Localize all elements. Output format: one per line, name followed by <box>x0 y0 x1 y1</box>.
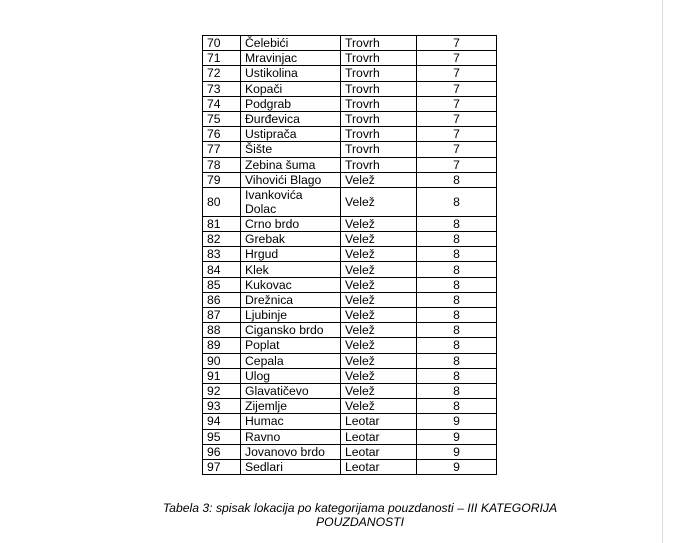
region-cell: Velež <box>341 172 417 187</box>
table-row <box>203 96 497 111</box>
region-cell: Leotar <box>341 459 417 474</box>
category-cell: 8 <box>417 247 497 262</box>
category-cell: 7 <box>417 142 497 157</box>
location-name-cell: Glavatičevo <box>241 383 341 398</box>
row-number-cell: 74 <box>203 96 241 111</box>
location-name-cell: Zijemlje <box>241 399 341 414</box>
category-cell: 8 <box>417 232 497 247</box>
location-name-cell: Sedlari <box>241 459 341 474</box>
row-number-cell: 96 <box>203 444 241 459</box>
row-number-cell: 70 <box>203 36 241 51</box>
row-number-cell: 79 <box>203 172 241 187</box>
location-name-cell: Ustiprača <box>241 127 341 142</box>
region-cell: Leotar <box>341 444 417 459</box>
location-name-cell: Grebak <box>241 232 341 247</box>
region-cell: Velež <box>341 247 417 262</box>
location-name-cell: Poplat <box>241 338 341 353</box>
category-cell: 7 <box>417 81 497 96</box>
region-cell: Velež <box>341 338 417 353</box>
region-cell: Leotar <box>341 429 417 444</box>
category-cell: 8 <box>417 368 497 383</box>
category-cell: 8 <box>417 308 497 323</box>
location-name-cell: Kopači <box>241 81 341 96</box>
category-cell: 7 <box>417 127 497 142</box>
category-cell: 9 <box>417 429 497 444</box>
category-cell: 8 <box>417 353 497 368</box>
category-cell: 8 <box>417 187 497 216</box>
category-cell: 9 <box>417 444 497 459</box>
location-name-cell: Ivankovića Dolac <box>241 187 341 216</box>
location-name-cell: Mravinjac <box>241 51 341 66</box>
region-cell: Velež <box>341 399 417 414</box>
region-cell: Velež <box>341 216 417 231</box>
category-cell: 7 <box>417 51 497 66</box>
table-row <box>203 262 497 277</box>
region-cell: Trovrh <box>341 96 417 111</box>
table-row <box>203 459 497 474</box>
region-cell: Velež <box>341 262 417 277</box>
table-row <box>203 216 497 231</box>
table-row <box>203 383 497 398</box>
region-cell: Trovrh <box>341 111 417 126</box>
row-number-cell: 97 <box>203 459 241 474</box>
location-name-cell: Drežnica <box>241 292 341 307</box>
location-name-cell: Zebina šuma <box>241 157 341 172</box>
location-name-cell: Đurđevica <box>241 111 341 126</box>
region-cell: Velež <box>341 277 417 292</box>
region-cell: Trovrh <box>341 81 417 96</box>
row-number-cell: 82 <box>203 232 241 247</box>
location-name-cell: Ravno <box>241 429 341 444</box>
row-number-cell: 72 <box>203 66 241 81</box>
region-cell: Velež <box>341 368 417 383</box>
row-number-cell: 89 <box>203 338 241 353</box>
category-cell: 8 <box>417 338 497 353</box>
region-cell: Velež <box>341 187 417 216</box>
region-cell: Velež <box>341 353 417 368</box>
table-row <box>203 429 497 444</box>
table-row <box>203 172 497 187</box>
category-cell: 8 <box>417 172 497 187</box>
row-number-cell: 88 <box>203 323 241 338</box>
row-number-cell: 71 <box>203 51 241 66</box>
category-cell: 8 <box>417 262 497 277</box>
location-name-cell: Ulog <box>241 368 341 383</box>
table-row <box>203 353 497 368</box>
location-name-cell: Hrgud <box>241 247 341 262</box>
location-name-cell: Crno brdo <box>241 216 341 231</box>
region-cell: Velež <box>341 308 417 323</box>
row-number-cell: 86 <box>203 292 241 307</box>
category-cell: 7 <box>417 66 497 81</box>
region-cell: Trovrh <box>341 36 417 51</box>
location-name-cell: Kukovac <box>241 277 341 292</box>
table-row <box>203 127 497 142</box>
region-cell: Velež <box>341 323 417 338</box>
table-row <box>203 247 497 262</box>
table-row <box>203 157 497 172</box>
category-cell: 8 <box>417 216 497 231</box>
table-row <box>203 308 497 323</box>
row-number-cell: 85 <box>203 277 241 292</box>
table-row <box>203 36 497 51</box>
table-row <box>203 142 497 157</box>
row-number-cell: 92 <box>203 383 241 398</box>
location-name-cell: Cepala <box>241 353 341 368</box>
row-number-cell: 94 <box>203 414 241 429</box>
region-cell: Trovrh <box>341 157 417 172</box>
region-cell: Trovrh <box>341 127 417 142</box>
category-cell: 9 <box>417 414 497 429</box>
location-name-cell: Podgrab <box>241 96 341 111</box>
row-number-cell: 93 <box>203 399 241 414</box>
table-row <box>203 232 497 247</box>
row-number-cell: 78 <box>203 157 241 172</box>
location-name-cell: Cigansko brdo <box>241 323 341 338</box>
table-row <box>203 399 497 414</box>
location-name-cell: Čelebići <box>241 36 341 51</box>
location-name-cell: Vihovići Blago <box>241 172 341 187</box>
row-number-cell: 75 <box>203 111 241 126</box>
location-name-cell: Ustikolina <box>241 66 341 81</box>
row-number-cell: 83 <box>203 247 241 262</box>
table-row <box>203 66 497 81</box>
caption-line-2: POUZDANOSTI <box>315 515 405 529</box>
table-caption <box>140 501 580 529</box>
region-cell: Velež <box>341 383 417 398</box>
locations-table <box>202 35 497 475</box>
region-cell: Leotar <box>341 414 417 429</box>
location-name-cell: Ljubinje <box>241 308 341 323</box>
region-cell: Trovrh <box>341 66 417 81</box>
region-cell: Velež <box>341 292 417 307</box>
row-number-cell: 90 <box>203 353 241 368</box>
table-row <box>203 111 497 126</box>
row-number-cell: 80 <box>203 187 241 216</box>
row-number-cell: 73 <box>203 81 241 96</box>
table-row <box>203 444 497 459</box>
row-number-cell: 91 <box>203 368 241 383</box>
table-row <box>203 323 497 338</box>
category-cell: 7 <box>417 157 497 172</box>
caption-line-1: Tabela 3: spisak lokacija po kategorijama pouzdanosti – III KATEGORIJA <box>162 501 558 515</box>
category-cell: 8 <box>417 292 497 307</box>
table-row <box>203 187 497 216</box>
table-row <box>203 368 497 383</box>
table-row <box>203 277 497 292</box>
row-number-cell: 81 <box>203 216 241 231</box>
table-row <box>203 51 497 66</box>
table-row <box>203 292 497 307</box>
row-number-cell: 95 <box>203 429 241 444</box>
region-cell: Velež <box>341 232 417 247</box>
location-name-cell: Klek <box>241 262 341 277</box>
location-name-cell: Humac <box>241 414 341 429</box>
row-number-cell: 84 <box>203 262 241 277</box>
category-cell: 7 <box>417 36 497 51</box>
table-row <box>203 338 497 353</box>
region-cell: Trovrh <box>341 142 417 157</box>
category-cell: 8 <box>417 323 497 338</box>
table-body <box>203 36 497 475</box>
category-cell: 7 <box>417 111 497 126</box>
row-number-cell: 76 <box>203 127 241 142</box>
location-name-cell: Jovanovo brdo <box>241 444 341 459</box>
region-cell: Trovrh <box>341 51 417 66</box>
category-cell: 8 <box>417 383 497 398</box>
row-number-cell: 77 <box>203 142 241 157</box>
table-row <box>203 414 497 429</box>
table-row <box>203 81 497 96</box>
category-cell: 8 <box>417 399 497 414</box>
location-name-cell: Šište <box>241 142 341 157</box>
category-cell: 8 <box>417 277 497 292</box>
category-cell: 9 <box>417 459 497 474</box>
row-number-cell: 87 <box>203 308 241 323</box>
category-cell: 7 <box>417 96 497 111</box>
